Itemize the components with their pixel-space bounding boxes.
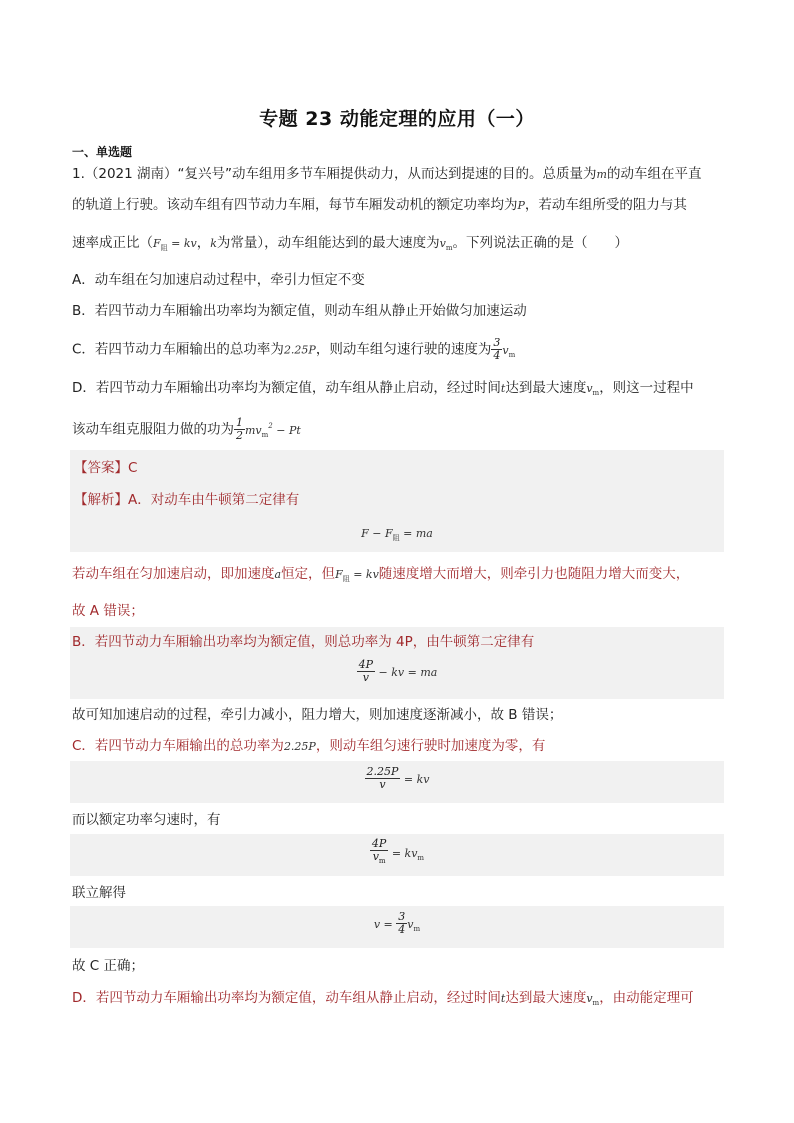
analysis-text: 若动车组在匀加速启动，即加速度 — [72, 566, 275, 582]
fraction-2.25P-v: $\frac{2.25P}{v}$ — [366, 765, 399, 791]
question-text: ， — [196, 235, 211, 251]
analysis-A-line-1 — [72, 566, 726, 587]
option-text: 达到最大速度 — [505, 380, 587, 396]
analysis-text: D．若四节动力车厢输出功率均为额定值，动车组从静止启动，经过时间 — [72, 990, 501, 1006]
option-text: ，则这一过程中 — [599, 380, 694, 396]
option-D — [72, 380, 724, 401]
analysis-text: ，由动能定理可 — [599, 990, 694, 1006]
fraction-1-2: $\frac{1}{2}$ — [236, 416, 243, 442]
question-text: ，若动车组所受的阻力与其 — [524, 197, 687, 213]
analysis-A-line-2: 故 A 错误； — [72, 603, 144, 619]
equation-text: = kv — [400, 773, 430, 786]
var-P: P — [517, 199, 525, 212]
option-C — [72, 337, 724, 363]
analysis-text: 恒定，但 — [281, 566, 336, 582]
option-D-line-2 — [72, 417, 724, 443]
analysis-C-conclusion: 故 C 正确； — [72, 958, 145, 974]
var-vm: $v_m$ — [586, 992, 600, 1007]
analysis-text: 达到最大速度 — [505, 990, 587, 1006]
var-t: t — [500, 382, 506, 395]
equation-4 — [70, 838, 724, 867]
equation-text: = $kv_m$ — [388, 847, 425, 862]
analysis-D — [72, 990, 726, 1011]
option-text: ，则动车组匀速行驶的速度为 — [315, 341, 492, 358]
var-2.25P: 2.25P — [283, 740, 316, 753]
analysis-C-line-2: 而以额定功率匀速时，有 — [72, 812, 221, 828]
question-line-3 — [72, 235, 724, 256]
var-2.25P: 2.25P — [283, 343, 316, 357]
question-line-2 — [72, 197, 724, 214]
analysis-text: 随速度增大而增大，则牵引力也随阻力增大而变大， — [378, 566, 690, 582]
formula-resistance: $F_阻$ = kv — [153, 237, 197, 252]
var-vm: $v_m$ — [439, 237, 453, 252]
equation-text: v = — [373, 918, 397, 931]
equation-3 — [70, 766, 724, 791]
var-m: m — [596, 168, 607, 181]
question-text: 。下列说法正确的是（ ） — [452, 235, 629, 251]
section-heading: 一、单选题 — [72, 145, 133, 159]
question-text: 速率成正比（ — [72, 235, 153, 251]
fraction-3-4: $\frac{3}{4}$ — [398, 910, 406, 936]
formula-resistance: $F_阻$ = kv — [335, 568, 379, 583]
analysis-B: B．若四节动力车厢输出功率均为额定值，则总功率为 4P，由牛顿第二定律有 — [72, 634, 535, 650]
option-B: B．若四节动力车厢输出功率均为额定值，则动车组从静止开始做匀加速运动 — [72, 303, 527, 319]
equation-2 — [70, 659, 724, 684]
var-vm: $v_m$ — [502, 343, 516, 359]
fraction-4P-vm: $\frac{4P}{v_m}$ — [371, 837, 387, 865]
analysis-label: 【解析】 — [74, 492, 128, 508]
analysis-text: ，则动车组匀速行驶时加速度为零，有 — [315, 738, 546, 754]
fraction-4P-v: $\frac{4P}{v}$ — [358, 658, 374, 684]
fraction-3-4: $\frac{3}{4}$ — [493, 336, 501, 362]
equation-text: − kv = ma — [375, 666, 438, 679]
option-A: A．动车组在匀加速启动过程中，牵引力恒定不变 — [72, 272, 365, 288]
analysis-A — [74, 488, 299, 508]
option-text: D．若四节动力车厢输出功率均为额定值，动车组从静止启动，经过时间 — [72, 380, 501, 396]
var-k: k — [210, 237, 217, 250]
var-t: t — [500, 992, 506, 1005]
var-vm: $v_m$ — [586, 382, 600, 397]
equation-text: $F - F_阻$ = ma — [361, 527, 433, 542]
equation-1 — [70, 522, 724, 543]
question-text: 1.（2021 湖南）“复兴号”动车组用多节车厢提供动力，从而达到提速的目的。总质量为 — [72, 166, 597, 182]
analysis-text: A．对动车由牛顿第二定律有 — [128, 492, 300, 508]
answer-label: 【答案】C — [74, 460, 138, 476]
question-text: 的动车组在平直 — [606, 166, 702, 182]
analysis-text: C．若四节动力车厢输出的总功率为 — [72, 738, 284, 754]
analysis-C — [72, 738, 726, 755]
formula-work: $mv_m^2 - Pt$ — [245, 421, 301, 439]
question-text: 的轨道上行驶。该动车组有四节动力车厢，每节车厢发动机的额定功率均为 — [72, 197, 518, 213]
equation-text: $v_m$ — [407, 918, 421, 933]
page-title: 专题 23 动能定理的应用（一） — [259, 108, 535, 130]
question-line-1 — [72, 166, 724, 183]
var-a: a — [274, 568, 282, 581]
analysis-C-line-3: 联立解得 — [72, 885, 126, 901]
analysis-B-conclusion: 故可知加速启动的过程，牵引力减小，阻力增大，则加速度逐渐减小，故 B 错误； — [72, 707, 563, 723]
question-text: 为常量），动车组能达到的最大速度为 — [216, 235, 440, 251]
option-text: 该动车组克服阻力做的功为 — [72, 421, 234, 438]
equation-5 — [70, 911, 724, 936]
option-text: C．若四节动力车厢输出的总功率为 — [72, 341, 284, 358]
